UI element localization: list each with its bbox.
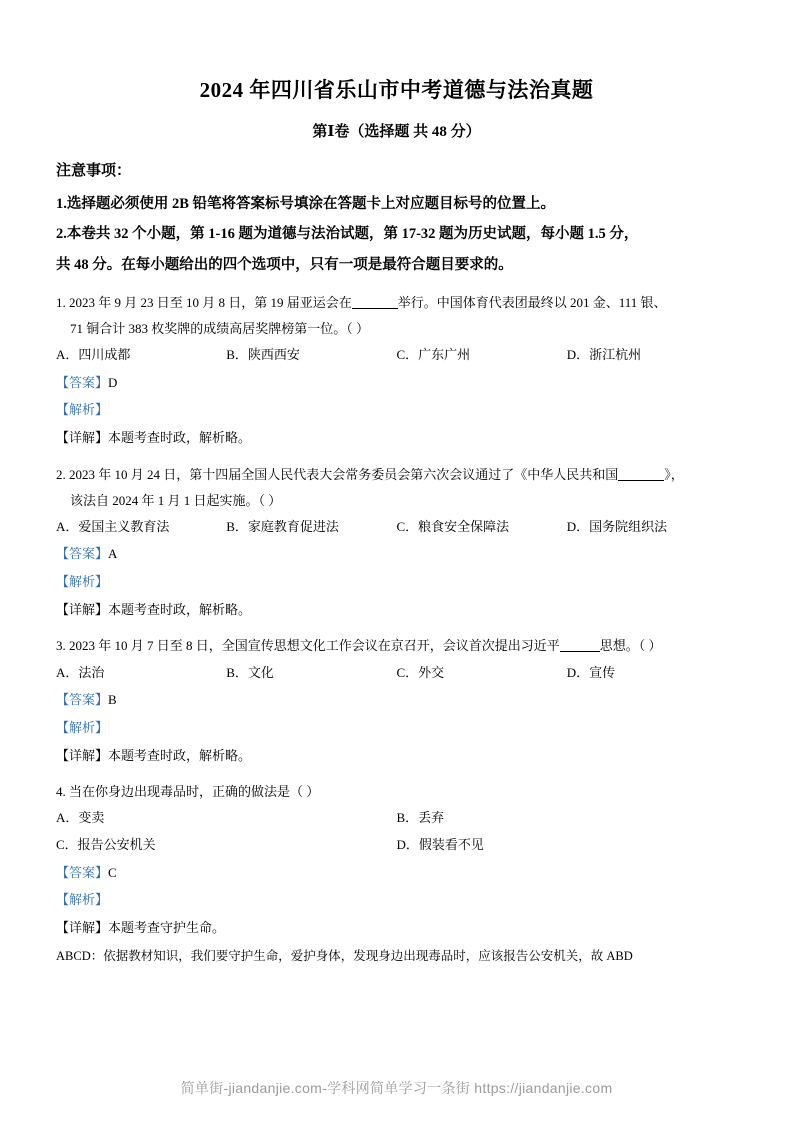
analysis-label: 【解析】 (56, 892, 109, 908)
question-block-3 (56, 634, 737, 768)
question-block-4 (56, 780, 737, 968)
analysis-label: 【解析】 (56, 719, 109, 735)
option-b[interactable]: B．丢弃 (396, 810, 445, 826)
option-d[interactable]: D．宣传 (566, 664, 616, 680)
option-c[interactable]: C．粮食安全保障法 (396, 518, 510, 534)
option-c[interactable]: C．外交 (396, 664, 445, 680)
question-2-options (56, 515, 737, 540)
analysis-label: 【解析】 (56, 402, 109, 418)
answer-label: 【答案】 (56, 374, 109, 390)
question-block-1 (56, 291, 737, 451)
question-3-stem (56, 634, 737, 658)
detail-label: 【详解】 (56, 601, 109, 617)
question-3-options (56, 661, 737, 686)
answer-value: B (108, 692, 117, 708)
detail-label: 【详解】 (56, 429, 109, 445)
question-1-stem-part-b: 举行。中国体育代表团最终以 201 金、111 银、 (397, 294, 667, 310)
question-3-detail-line (56, 744, 737, 769)
fill-blank (560, 651, 600, 652)
detail-text: 本题考查时政，解析略。 (108, 747, 252, 763)
question-2-analysis-line (56, 570, 737, 595)
section-subtitle: 第Ⅰ卷（选择题 共 48 分） (312, 124, 481, 140)
fill-blank (352, 308, 398, 309)
answer-value: D (108, 374, 118, 390)
question-4-options-row-2 (56, 833, 737, 858)
question-4-stem: 4. 当在你身边出现毒品时，正确的做法是（ ） (56, 784, 320, 800)
question-4-options-row-1 (56, 806, 737, 831)
option-b[interactable]: B．陕西西安 (226, 346, 300, 362)
analysis-label: 【解析】 (56, 574, 109, 590)
question-1-analysis-line (56, 398, 737, 423)
page-title: 2024 年四川省乐山市中考道德与法治真题 (199, 78, 594, 102)
option-d[interactable]: D．假装看不见 (396, 837, 484, 853)
option-c[interactable]: C．广东广州 (396, 346, 471, 362)
detail-text: 本题考查时政，解析略。 (108, 601, 252, 617)
question-1-stem-part-c: 71 铜合计 383 枚奖牌的成绩高居奖牌榜第一位。（ ） (70, 320, 370, 336)
detail-label: 【详解】 (56, 920, 109, 936)
answer-value: C (108, 864, 117, 880)
question-2-stem-part-c: 该法自 2024 年 1 月 1 日起实施。（ ） (70, 492, 282, 508)
notice-item-1: 1.选择题必须使用 2B 铅笔将答案标号填涂在答题卡上对应题目标号的位置上。 (56, 196, 556, 212)
option-a[interactable]: A．四川成都 (56, 346, 131, 362)
option-b[interactable]: B．家庭教育促进法 (226, 518, 339, 534)
question-3-stem-part-b: 思想。（ ） (599, 638, 662, 654)
question-1-stem-part-a: 1. 2023 年 9 月 23 日至 10 月 8 日，第 19 届亚运会在 (56, 294, 352, 310)
question-4-analysis-line (56, 888, 737, 913)
question-4-detail-line (56, 916, 737, 941)
question-1-detail-line (56, 426, 737, 451)
question-2-stem (56, 463, 737, 487)
answer-label: 【答案】 (56, 692, 109, 708)
detail-label: 【详解】 (56, 747, 109, 763)
question-3-analysis-line (56, 716, 737, 741)
question-3-stem-part-a: 3. 2023 年 10 月 7 日至 8 日，全国宣传思想文化工作会议在京召开，会议首次提出习近平 (56, 638, 560, 654)
answer-value: A (108, 546, 118, 562)
option-a[interactable]: A．变卖 (56, 810, 105, 826)
question-1-options (56, 343, 737, 368)
question-2-detail-line (56, 598, 737, 623)
answer-label: 【答案】 (56, 546, 109, 562)
question-2-answer-line (56, 542, 737, 567)
question-3-answer-line (56, 688, 737, 713)
option-a[interactable]: A．爱国主义教育法 (56, 518, 170, 534)
option-c[interactable]: C．报告公安机关 (56, 837, 156, 853)
question-1-stem (56, 291, 737, 315)
detail-text: 本题考查时政，解析略。 (108, 429, 252, 445)
detail-text: 本题考查守护生命。 (108, 920, 226, 936)
footer-watermark: 简单街-jiandanjie.com-学科网简单学习一条街 https://jiandanjie.com (180, 1080, 613, 1096)
question-4-analysis-extra: ABCD：依据教材知识，我们要守护生命，爱护身体，发现身边出现毒品时，应该报告公安机关，故 ABD (56, 948, 633, 963)
question-2-stem-part-b: 》， (664, 466, 684, 482)
option-b[interactable]: B．文化 (226, 664, 274, 680)
notice-item-2-line-2: 共 48 分。在每小题给出的四个选项中，只有一项是最符合题目要求的。 (56, 256, 513, 273)
answer-label: 【答案】 (56, 864, 109, 880)
fill-blank (618, 480, 664, 481)
option-a[interactable]: A．法治 (56, 664, 105, 680)
question-block-2 (56, 463, 737, 623)
question-1-answer-line (56, 371, 737, 396)
notice-item-2-line-1: 2.本卷共 32 个小题，第 1-16 题为道德与法治试题，第 17-32 题为历史试题，每小题 1.5 分， (56, 226, 639, 243)
question-4-answer-line (56, 861, 737, 886)
option-d[interactable]: D．国务院组织法 (566, 518, 668, 534)
question-2-stem-part-a: 2. 2023 年 10 月 24 日，第十四届全国人民代表大会常务委员会第六次会议通过了《中华人民共和国 (56, 466, 619, 482)
notice-heading: 注意事项： (56, 163, 132, 179)
option-d[interactable]: D．浙江杭州 (566, 346, 642, 362)
